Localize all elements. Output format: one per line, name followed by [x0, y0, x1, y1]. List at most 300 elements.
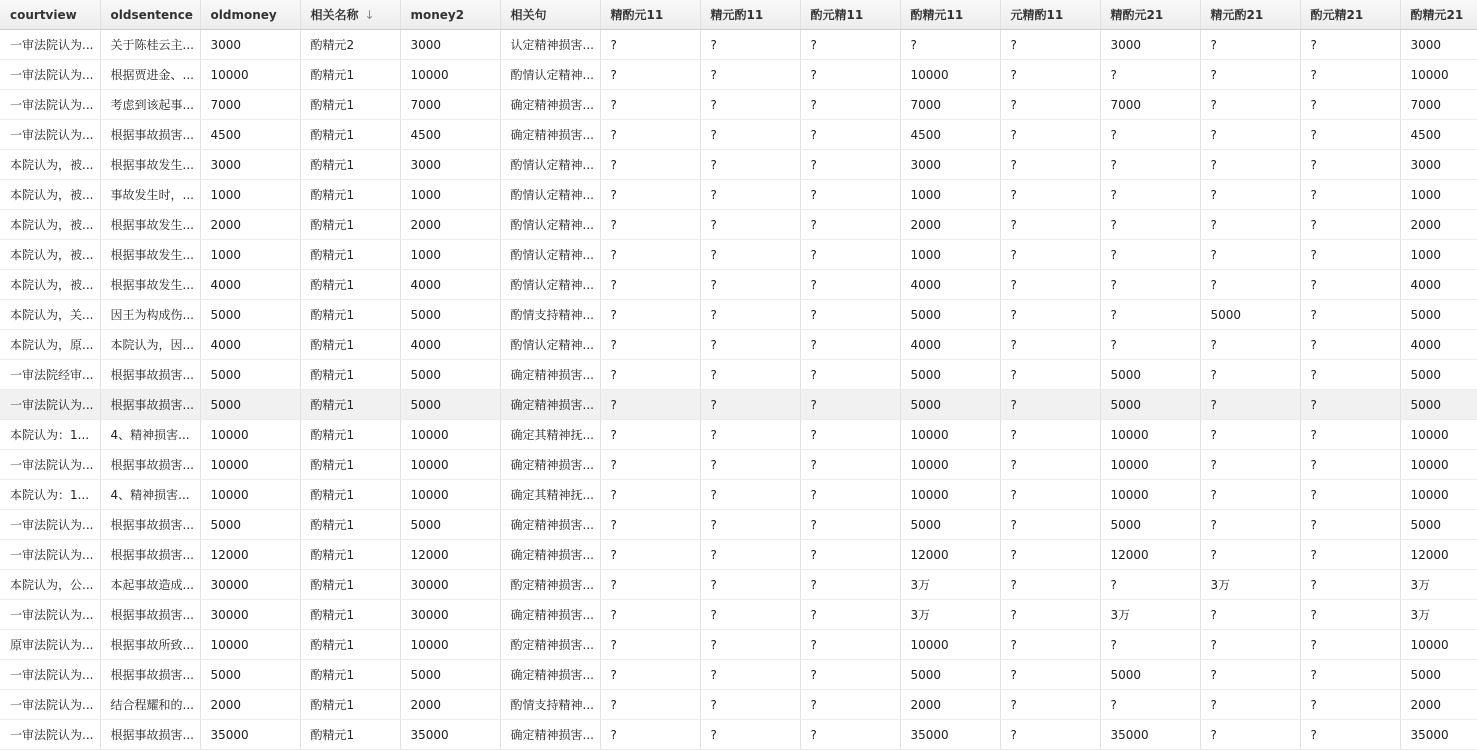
- table-cell[interactable]: ?: [1100, 150, 1200, 180]
- table-cell[interactable]: 4000: [200, 270, 300, 300]
- table-cell[interactable]: 根据贾进金、...: [100, 60, 200, 90]
- table-cell[interactable]: 确定精神损害...: [500, 720, 600, 750]
- table-cell[interactable]: ?: [700, 210, 800, 240]
- table-cell[interactable]: ?: [1200, 660, 1300, 690]
- table-cell[interactable]: ?: [1000, 180, 1100, 210]
- table-cell[interactable]: 10000: [1400, 60, 1477, 90]
- table-cell[interactable]: 5000: [1100, 510, 1200, 540]
- table-cell[interactable]: 4000: [1400, 330, 1477, 360]
- table-cell[interactable]: ?: [1200, 450, 1300, 480]
- table-cell[interactable]: 本院认为，被...: [0, 270, 100, 300]
- column-header[interactable]: [700, 0, 800, 30]
- table-cell[interactable]: ?: [800, 180, 900, 210]
- table-cell[interactable]: ?: [1000, 540, 1100, 570]
- table-cell[interactable]: 确定精神损害...: [500, 120, 600, 150]
- table-cell[interactable]: ?: [1300, 600, 1400, 630]
- table-cell[interactable]: ?: [1300, 240, 1400, 270]
- table-cell[interactable]: 酌定精神损害...: [500, 630, 600, 660]
- table-cell[interactable]: 一审法院经审...: [0, 360, 100, 390]
- table-cell[interactable]: ?: [700, 360, 800, 390]
- table-cell[interactable]: 3万: [1100, 600, 1200, 630]
- table-cell[interactable]: ?: [700, 450, 800, 480]
- table-cell[interactable]: ?: [800, 510, 900, 540]
- column-header[interactable]: [1100, 0, 1200, 30]
- table-cell[interactable]: 5000: [900, 660, 1000, 690]
- table-cell[interactable]: 4500: [400, 120, 500, 150]
- table-row[interactable]: [0, 150, 1477, 180]
- table-cell[interactable]: 10000: [900, 450, 1000, 480]
- table-cell[interactable]: 3万: [900, 600, 1000, 630]
- table-cell[interactable]: 10000: [1100, 480, 1200, 510]
- table-cell[interactable]: ?: [1300, 60, 1400, 90]
- table-cell[interactable]: 酌精元1: [300, 720, 400, 750]
- table-cell[interactable]: ?: [600, 540, 700, 570]
- table-cell[interactable]: ?: [600, 210, 700, 240]
- table-cell[interactable]: 事故发生时，...: [100, 180, 200, 210]
- table-cell[interactable]: ?: [1300, 690, 1400, 720]
- table-cell[interactable]: ?: [700, 240, 800, 270]
- table-cell[interactable]: ?: [1300, 450, 1400, 480]
- table-cell[interactable]: ?: [600, 390, 700, 420]
- table-cell[interactable]: 酌定精神损害...: [500, 570, 600, 600]
- table-cell[interactable]: ?: [1000, 60, 1100, 90]
- table-cell[interactable]: 1000: [1400, 240, 1477, 270]
- table-cell[interactable]: ?: [800, 150, 900, 180]
- table-cell[interactable]: 酌精元1: [300, 180, 400, 210]
- sort-descending-icon[interactable]: ↓: [364, 8, 375, 22]
- table-cell[interactable]: 2000: [1400, 210, 1477, 240]
- table-cell[interactable]: ?: [1300, 630, 1400, 660]
- table-cell[interactable]: ?: [1100, 630, 1200, 660]
- table-cell[interactable]: ?: [600, 330, 700, 360]
- table-cell[interactable]: ?: [800, 360, 900, 390]
- table-cell[interactable]: 3万: [1400, 570, 1477, 600]
- column-header[interactable]: [500, 0, 600, 30]
- table-cell[interactable]: 酌精元1: [300, 630, 400, 660]
- table-cell[interactable]: ?: [600, 720, 700, 750]
- column-header[interactable]: [1000, 0, 1100, 30]
- table-cell[interactable]: 根据事故损害...: [100, 360, 200, 390]
- table-cell[interactable]: 4000: [900, 270, 1000, 300]
- table-cell[interactable]: 确定精神损害...: [500, 510, 600, 540]
- table-cell[interactable]: ?: [1000, 630, 1100, 660]
- table-cell[interactable]: 10000: [900, 60, 1000, 90]
- table-cell[interactable]: 3000: [400, 150, 500, 180]
- table-cell[interactable]: 1000: [900, 240, 1000, 270]
- table-cell[interactable]: 认定精神损害...: [500, 30, 600, 60]
- table-cell[interactable]: ?: [700, 90, 800, 120]
- table-cell[interactable]: ?: [600, 240, 700, 270]
- table-cell[interactable]: 本起事故造成...: [100, 570, 200, 600]
- table-cell[interactable]: ?: [1100, 570, 1200, 600]
- table-cell[interactable]: 酌情认定精神...: [500, 330, 600, 360]
- table-cell[interactable]: 1000: [900, 180, 1000, 210]
- table-cell[interactable]: 30000: [200, 600, 300, 630]
- table-cell[interactable]: ?: [1100, 240, 1200, 270]
- table-cell[interactable]: 4500: [200, 120, 300, 150]
- table-cell[interactable]: 酌情认定精神...: [500, 150, 600, 180]
- table-cell[interactable]: 5000: [1100, 390, 1200, 420]
- table-cell[interactable]: ?: [1000, 300, 1100, 330]
- table-cell[interactable]: ?: [1200, 360, 1300, 390]
- table-cell[interactable]: 本院认为，被...: [0, 240, 100, 270]
- table-cell[interactable]: 5000: [1200, 300, 1300, 330]
- table-cell[interactable]: 根据事故所致...: [100, 630, 200, 660]
- table-cell[interactable]: ?: [800, 690, 900, 720]
- table-cell[interactable]: ?: [1000, 330, 1100, 360]
- table-cell[interactable]: 1000: [400, 240, 500, 270]
- table-cell[interactable]: ?: [1200, 420, 1300, 450]
- table-cell[interactable]: ?: [1000, 120, 1100, 150]
- table-cell[interactable]: ?: [800, 300, 900, 330]
- table-cell[interactable]: ?: [1000, 360, 1100, 390]
- table-cell[interactable]: ?: [800, 330, 900, 360]
- table-cell[interactable]: ?: [1300, 150, 1400, 180]
- table-row[interactable]: [0, 60, 1477, 90]
- table-cell[interactable]: ?: [700, 540, 800, 570]
- table-cell[interactable]: ?: [900, 30, 1000, 60]
- table-cell[interactable]: 3000: [200, 150, 300, 180]
- table-cell[interactable]: 2000: [400, 690, 500, 720]
- table-cell[interactable]: 3万: [900, 570, 1000, 600]
- table-cell[interactable]: ?: [1200, 330, 1300, 360]
- table-cell[interactable]: ?: [1000, 420, 1100, 450]
- table-cell[interactable]: ?: [1000, 450, 1100, 480]
- table-cell[interactable]: ?: [1000, 690, 1100, 720]
- table-cell[interactable]: ?: [800, 630, 900, 660]
- table-cell[interactable]: 2000: [200, 690, 300, 720]
- table-cell[interactable]: ?: [800, 390, 900, 420]
- table-cell[interactable]: 酌精元1: [300, 210, 400, 240]
- table-cell[interactable]: 酌情认定精神...: [500, 210, 600, 240]
- table-cell[interactable]: 5000: [1400, 660, 1477, 690]
- table-cell[interactable]: 3万: [1400, 600, 1477, 630]
- table-cell[interactable]: 5000: [200, 390, 300, 420]
- column-header[interactable]: [0, 0, 100, 30]
- table-cell[interactable]: ?: [1300, 30, 1400, 60]
- table-row[interactable]: [0, 600, 1477, 630]
- table-cell[interactable]: 7000: [400, 90, 500, 120]
- table-row[interactable]: [0, 240, 1477, 270]
- table-cell[interactable]: ?: [800, 570, 900, 600]
- table-row[interactable]: [0, 690, 1477, 720]
- table-cell[interactable]: 4500: [900, 120, 1000, 150]
- column-header[interactable]: [1200, 0, 1300, 30]
- table-cell[interactable]: ?: [800, 30, 900, 60]
- table-cell[interactable]: 2000: [1400, 690, 1477, 720]
- table-cell[interactable]: ?: [1200, 30, 1300, 60]
- table-cell[interactable]: 35000: [200, 720, 300, 750]
- table-cell[interactable]: ?: [700, 420, 800, 450]
- table-cell[interactable]: 10000: [1400, 450, 1477, 480]
- table-cell[interactable]: 一审法院认为...: [0, 120, 100, 150]
- table-row[interactable]: [0, 510, 1477, 540]
- table-cell[interactable]: 根据事故损害...: [100, 660, 200, 690]
- table-cell[interactable]: ?: [800, 60, 900, 90]
- table-row[interactable]: [0, 390, 1477, 420]
- table-cell[interactable]: 一审法院认为...: [0, 30, 100, 60]
- table-cell[interactable]: 12000: [200, 540, 300, 570]
- table-cell[interactable]: ?: [1000, 660, 1100, 690]
- table-cell[interactable]: ?: [1000, 240, 1100, 270]
- table-cell[interactable]: ?: [1200, 180, 1300, 210]
- table-cell[interactable]: ?: [1100, 330, 1200, 360]
- table-cell[interactable]: ?: [700, 390, 800, 420]
- table-cell[interactable]: ?: [1300, 330, 1400, 360]
- table-cell[interactable]: ?: [1000, 480, 1100, 510]
- table-cell[interactable]: 关于陈桂云主...: [100, 30, 200, 60]
- table-cell[interactable]: ?: [1300, 390, 1400, 420]
- table-cell[interactable]: 酌精元1: [300, 60, 400, 90]
- table-cell[interactable]: 5000: [1400, 510, 1477, 540]
- table-cell[interactable]: 5000: [1400, 300, 1477, 330]
- table-cell[interactable]: 酌精元2: [300, 30, 400, 60]
- table-cell[interactable]: ?: [700, 690, 800, 720]
- table-cell[interactable]: 本院认为：1...: [0, 480, 100, 510]
- table-cell[interactable]: ?: [1200, 480, 1300, 510]
- table-row[interactable]: [0, 180, 1477, 210]
- table-cell[interactable]: ?: [1300, 720, 1400, 750]
- table-cell[interactable]: ?: [600, 630, 700, 660]
- table-cell[interactable]: 10000: [1400, 420, 1477, 450]
- table-cell[interactable]: 酌精元1: [300, 420, 400, 450]
- table-cell[interactable]: ?: [600, 600, 700, 630]
- table-cell[interactable]: 酌情认定精神...: [500, 180, 600, 210]
- table-cell[interactable]: 酌精元1: [300, 570, 400, 600]
- table-cell[interactable]: ?: [800, 210, 900, 240]
- table-cell[interactable]: 酌精元1: [300, 150, 400, 180]
- table-cell[interactable]: 酌情认定精神...: [500, 240, 600, 270]
- table-cell[interactable]: 35000: [900, 720, 1000, 750]
- table-cell[interactable]: 3000: [1400, 30, 1477, 60]
- table-cell[interactable]: 5000: [1400, 390, 1477, 420]
- table-cell[interactable]: ?: [800, 480, 900, 510]
- table-cell[interactable]: ?: [800, 420, 900, 450]
- table-cell[interactable]: ?: [1300, 180, 1400, 210]
- table-cell[interactable]: 4、精神损害...: [100, 420, 200, 450]
- table-cell[interactable]: 30000: [200, 570, 300, 600]
- column-header[interactable]: [300, 0, 400, 30]
- table-cell[interactable]: ?: [800, 720, 900, 750]
- table-cell[interactable]: 确定其精神抚...: [500, 480, 600, 510]
- table-cell[interactable]: ?: [800, 600, 900, 630]
- table-cell[interactable]: 5000: [1400, 360, 1477, 390]
- table-row[interactable]: [0, 270, 1477, 300]
- table-cell[interactable]: 12000: [1100, 540, 1200, 570]
- table-cell[interactable]: 酌精元1: [300, 450, 400, 480]
- column-header[interactable]: [900, 0, 1000, 30]
- table-cell[interactable]: ?: [600, 270, 700, 300]
- table-cell[interactable]: 4000: [1400, 270, 1477, 300]
- table-cell[interactable]: 10000: [400, 450, 500, 480]
- table-cell[interactable]: 酌精元1: [300, 330, 400, 360]
- table-cell[interactable]: 本院认为，公...: [0, 570, 100, 600]
- table-cell[interactable]: 10000: [200, 60, 300, 90]
- table-row[interactable]: [0, 540, 1477, 570]
- table-cell[interactable]: ?: [1000, 30, 1100, 60]
- table-cell[interactable]: 10000: [400, 420, 500, 450]
- table-cell[interactable]: ?: [800, 120, 900, 150]
- table-cell[interactable]: 根据事故损害...: [100, 120, 200, 150]
- table-cell[interactable]: 5000: [200, 660, 300, 690]
- table-cell[interactable]: 10000: [200, 420, 300, 450]
- table-cell[interactable]: 确定精神损害...: [500, 90, 600, 120]
- table-cell[interactable]: 5000: [400, 390, 500, 420]
- table-cell[interactable]: ?: [1300, 570, 1400, 600]
- table-cell[interactable]: ?: [1000, 720, 1100, 750]
- table-cell[interactable]: 35000: [1100, 720, 1200, 750]
- table-cell[interactable]: ?: [1100, 60, 1200, 90]
- table-cell[interactable]: ?: [1000, 90, 1100, 120]
- table-cell[interactable]: 酌精元1: [300, 600, 400, 630]
- table-cell[interactable]: 2000: [900, 210, 1000, 240]
- table-cell[interactable]: ?: [700, 600, 800, 630]
- table-cell[interactable]: 根据事故损害...: [100, 540, 200, 570]
- table-cell[interactable]: 一审法院认为...: [0, 60, 100, 90]
- table-cell[interactable]: 5000: [200, 300, 300, 330]
- table-cell[interactable]: 5000: [400, 660, 500, 690]
- column-header[interactable]: [800, 0, 900, 30]
- table-cell[interactable]: 4500: [1400, 120, 1477, 150]
- table-cell[interactable]: 10000: [1400, 480, 1477, 510]
- table-cell[interactable]: ?: [1200, 720, 1300, 750]
- table-cell[interactable]: ?: [1100, 210, 1200, 240]
- table-cell[interactable]: 酌情支持精神...: [500, 300, 600, 330]
- table-cell[interactable]: ?: [1200, 120, 1300, 150]
- table-cell[interactable]: ?: [1200, 690, 1300, 720]
- table-cell[interactable]: 5000: [400, 300, 500, 330]
- table-cell[interactable]: ?: [800, 450, 900, 480]
- table-cell[interactable]: 12000: [400, 540, 500, 570]
- table-cell[interactable]: ?: [1000, 150, 1100, 180]
- table-cell[interactable]: 一审法院认为...: [0, 450, 100, 480]
- table-cell[interactable]: 5000: [200, 360, 300, 390]
- table-cell[interactable]: 4000: [400, 270, 500, 300]
- table-row[interactable]: [0, 330, 1477, 360]
- table-cell[interactable]: 3000: [1400, 150, 1477, 180]
- table-cell[interactable]: 10000: [1400, 630, 1477, 660]
- table-cell[interactable]: 酌精元1: [300, 240, 400, 270]
- table-cell[interactable]: 10000: [1100, 450, 1200, 480]
- table-cell[interactable]: 10000: [200, 480, 300, 510]
- table-cell[interactable]: 一审法院认为...: [0, 90, 100, 120]
- table-cell[interactable]: ?: [1000, 210, 1100, 240]
- table-cell[interactable]: 根据事故发生...: [100, 150, 200, 180]
- table-cell[interactable]: ?: [1200, 270, 1300, 300]
- table-cell[interactable]: 根据事故发生...: [100, 210, 200, 240]
- table-cell[interactable]: 2000: [200, 210, 300, 240]
- table-cell[interactable]: ?: [1200, 60, 1300, 90]
- table-cell[interactable]: 4000: [400, 330, 500, 360]
- table-cell[interactable]: 酌精元1: [300, 540, 400, 570]
- table-cell[interactable]: 酌精元1: [300, 360, 400, 390]
- table-cell[interactable]: 35000: [400, 720, 500, 750]
- table-cell[interactable]: 10000: [1100, 420, 1200, 450]
- table-cell[interactable]: 30000: [400, 600, 500, 630]
- table-cell[interactable]: 酌情认定精神...: [500, 270, 600, 300]
- table-cell[interactable]: 3000: [900, 150, 1000, 180]
- table-cell[interactable]: ?: [700, 270, 800, 300]
- table-cell[interactable]: 酌精元1: [300, 120, 400, 150]
- table-cell[interactable]: ?: [800, 270, 900, 300]
- table-cell[interactable]: ?: [1000, 270, 1100, 300]
- table-cell[interactable]: ?: [800, 540, 900, 570]
- table-cell[interactable]: 原审法院认为...: [0, 630, 100, 660]
- table-cell[interactable]: ?: [600, 690, 700, 720]
- table-row[interactable]: [0, 120, 1477, 150]
- table-cell[interactable]: 一审法院认为...: [0, 720, 100, 750]
- table-cell[interactable]: 根据事故损害...: [100, 450, 200, 480]
- table-cell[interactable]: ?: [600, 300, 700, 330]
- table-cell[interactable]: 根据事故损害...: [100, 510, 200, 540]
- table-cell[interactable]: ?: [1300, 480, 1400, 510]
- table-cell[interactable]: 结合程耀和的...: [100, 690, 200, 720]
- table-cell[interactable]: ?: [1200, 210, 1300, 240]
- column-header[interactable]: [1400, 0, 1477, 30]
- table-cell[interactable]: ?: [1200, 510, 1300, 540]
- table-cell[interactable]: 确定其精神抚...: [500, 420, 600, 450]
- table-cell[interactable]: ?: [700, 330, 800, 360]
- table-cell[interactable]: ?: [1200, 90, 1300, 120]
- table-cell[interactable]: 一审法院认为...: [0, 510, 100, 540]
- table-cell[interactable]: ?: [600, 570, 700, 600]
- table-cell[interactable]: 根据事故损害...: [100, 720, 200, 750]
- table-cell[interactable]: 本院认为，因...: [100, 330, 200, 360]
- table-cell[interactable]: ?: [1300, 210, 1400, 240]
- table-cell[interactable]: ?: [1000, 570, 1100, 600]
- table-cell[interactable]: ?: [600, 510, 700, 540]
- table-cell[interactable]: ?: [1000, 600, 1100, 630]
- table-cell[interactable]: ?: [1300, 660, 1400, 690]
- table-cell[interactable]: ?: [600, 360, 700, 390]
- table-cell[interactable]: ?: [1300, 360, 1400, 390]
- table-cell[interactable]: ?: [800, 240, 900, 270]
- table-cell[interactable]: 3000: [200, 30, 300, 60]
- table-cell[interactable]: ?: [1300, 540, 1400, 570]
- table-cell[interactable]: ?: [1100, 270, 1200, 300]
- table-cell[interactable]: 酌精元1: [300, 660, 400, 690]
- table-cell[interactable]: 7000: [900, 90, 1000, 120]
- table-cell[interactable]: 3000: [400, 30, 500, 60]
- table-row[interactable]: [0, 420, 1477, 450]
- table-cell[interactable]: 确定精神损害...: [500, 600, 600, 630]
- table-cell[interactable]: 12000: [1400, 540, 1477, 570]
- table-cell[interactable]: 3万: [1200, 570, 1300, 600]
- table-cell[interactable]: 4000: [900, 330, 1000, 360]
- table-cell[interactable]: ?: [600, 150, 700, 180]
- table-cell[interactable]: 根据事故损害...: [100, 600, 200, 630]
- table-cell[interactable]: 3000: [1100, 30, 1200, 60]
- table-cell[interactable]: 10000: [900, 480, 1000, 510]
- table-cell[interactable]: ?: [1100, 690, 1200, 720]
- table-cell[interactable]: 5000: [900, 510, 1000, 540]
- table-cell[interactable]: 10000: [400, 480, 500, 510]
- table-cell[interactable]: ?: [700, 720, 800, 750]
- table-cell[interactable]: ?: [600, 90, 700, 120]
- table-cell[interactable]: ?: [600, 180, 700, 210]
- table-cell[interactable]: ?: [700, 570, 800, 600]
- table-cell[interactable]: ?: [1200, 390, 1300, 420]
- table-cell[interactable]: 确定精神损害...: [500, 360, 600, 390]
- table-cell[interactable]: ?: [1200, 540, 1300, 570]
- table-cell[interactable]: 5000: [200, 510, 300, 540]
- table-cell[interactable]: 酌精元1: [300, 480, 400, 510]
- table-cell[interactable]: 5000: [1100, 660, 1200, 690]
- table-cell[interactable]: ?: [600, 120, 700, 150]
- table-cell[interactable]: 1000: [400, 180, 500, 210]
- table-row[interactable]: [0, 570, 1477, 600]
- table-cell[interactable]: 一审法院认为...: [0, 390, 100, 420]
